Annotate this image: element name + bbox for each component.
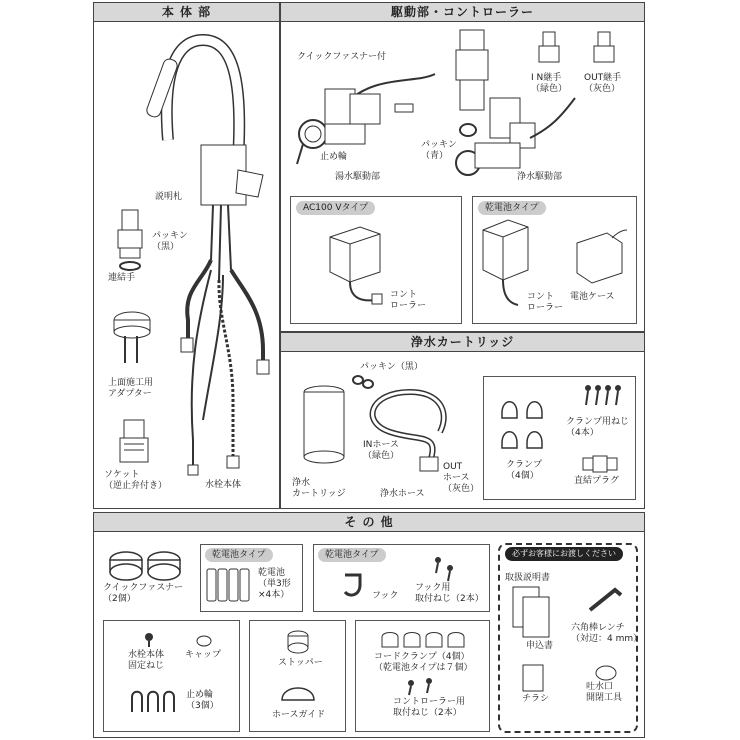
packing-blue-icon — [458, 120, 478, 140]
stop-ring-icon — [128, 687, 178, 717]
straight-plug-icon — [581, 454, 621, 474]
cartridge-packing-label: パッキン（黒） — [360, 362, 423, 372]
out-joint-label: OUT継手 （灰色） — [584, 73, 622, 94]
manual-icon — [511, 585, 556, 645]
in-hose-label: INホース （緑色） — [363, 440, 400, 461]
out-hose-label: OUT ホース （灰色） — [443, 462, 480, 494]
flyer-label: チラシ — [522, 694, 550, 704]
cartridge-header: 浄水カートリッジ — [281, 333, 644, 352]
application-label: 申込書 — [526, 641, 554, 651]
manual-label: 取扱説明書 — [505, 573, 551, 583]
top-adapter-label: 上面施工用 アダプター — [108, 378, 154, 399]
stop-ring-label: 止め輪 — [320, 152, 348, 162]
faucet-body-label: 水栓本体 — [205, 480, 242, 490]
coupling-label: 連結手 — [108, 273, 136, 283]
controller-screw-icon — [405, 677, 445, 697]
in-joint-label: I N継手 （緑色） — [531, 73, 568, 94]
battery-type-tag: 乾電池タイプ — [478, 201, 546, 215]
flyer-icon — [521, 663, 545, 693]
hose-guide-icon — [278, 680, 318, 704]
hook-screw-label: フック用 取付ねじ（2本） — [415, 583, 484, 604]
cartridge-label: 浄水 カートリッジ — [292, 478, 346, 499]
hex-wrench-label: 六角棒レンチ （対辺：4 mm） — [571, 623, 643, 644]
in-joint-icon — [537, 30, 561, 70]
battery-controller-label: コント ローラー — [527, 292, 564, 313]
spout-tool-icon — [594, 663, 618, 683]
cap-label: キャップ — [185, 650, 222, 660]
clamp-label: クランプ （4個） — [506, 460, 543, 481]
batteries-tag: 乾電池タイプ — [205, 548, 273, 562]
clamp-screw-label: クランプ用ねじ （4本） — [566, 417, 630, 438]
top-adapter-icon — [107, 308, 157, 368]
others-header: そ の 他 — [94, 513, 644, 532]
stop-ring-other-label: 止め輪 （3個） — [186, 690, 219, 711]
pure-drive-label: 浄水駆動部 — [517, 172, 563, 182]
quick-fastener-label: クイックファスナー （2個） — [103, 583, 184, 604]
batteries-label: 乾電池 （単3形 ×4本） — [258, 568, 291, 600]
stopper-label: ストッパー — [278, 658, 323, 668]
battery-case-label: 電池ケース — [570, 292, 615, 302]
out-joint-icon — [592, 30, 616, 70]
hook-screw-icon — [432, 555, 462, 585]
spout-tool-label: 吐水口 開閉工具 — [586, 682, 623, 703]
body-screw-icon — [141, 632, 157, 648]
quick-fastener-icon — [106, 548, 186, 588]
hook-icon — [340, 570, 370, 600]
customer-notice-tag: 必ずお客様にお渡しください — [505, 547, 623, 561]
coupling-icon — [110, 208, 150, 268]
hot-drive-label: 湯水駆動部 — [335, 172, 381, 182]
main-body-header: 本 体 部 — [94, 3, 279, 22]
hex-wrench-icon — [585, 585, 625, 615]
clamp-icon — [497, 393, 557, 453]
stopper-icon — [283, 628, 313, 658]
packing-black-label: パッキン （黒） — [152, 231, 188, 252]
instruction-tag-label: 説明札 — [155, 192, 183, 202]
socket-icon — [114, 418, 154, 468]
cap-icon — [194, 634, 214, 648]
socket-label: ソケット （逆止弁付き） — [104, 470, 168, 491]
body-screw-label: 水栓本体 固定ねじ — [128, 650, 165, 671]
ac-type-tag: AC100 Vタイプ — [296, 201, 375, 215]
straight-plug-label: 直結プラグ — [574, 476, 620, 486]
controller-screw-label: コントローラー用 取付ねじ（2本） — [393, 697, 466, 718]
batteries-icon — [205, 565, 255, 605]
water-hose-label: 浄水ホース — [380, 489, 425, 499]
cartridge-illustration — [294, 382, 354, 472]
clamp-screw-icon — [582, 383, 632, 413]
hook-label: フック — [372, 591, 399, 601]
hook-tag: 乾電池タイプ — [318, 548, 386, 562]
quick-fastener-attached-label: クイックファスナー付 — [297, 52, 387, 62]
battery-case-icon — [572, 228, 632, 288]
cord-clamp-label: コードクランプ（4個） （乾電池タイプは７個） — [374, 652, 473, 673]
hose-guide-label: ホースガイド — [272, 710, 326, 720]
cord-clamp-icon — [380, 627, 470, 651]
ac-controller-label: コント ローラー — [390, 290, 427, 311]
packing-blue-label: パッキン （青） — [421, 140, 457, 161]
drive-controller-header: 駆動部・コントローラー — [281, 3, 644, 22]
